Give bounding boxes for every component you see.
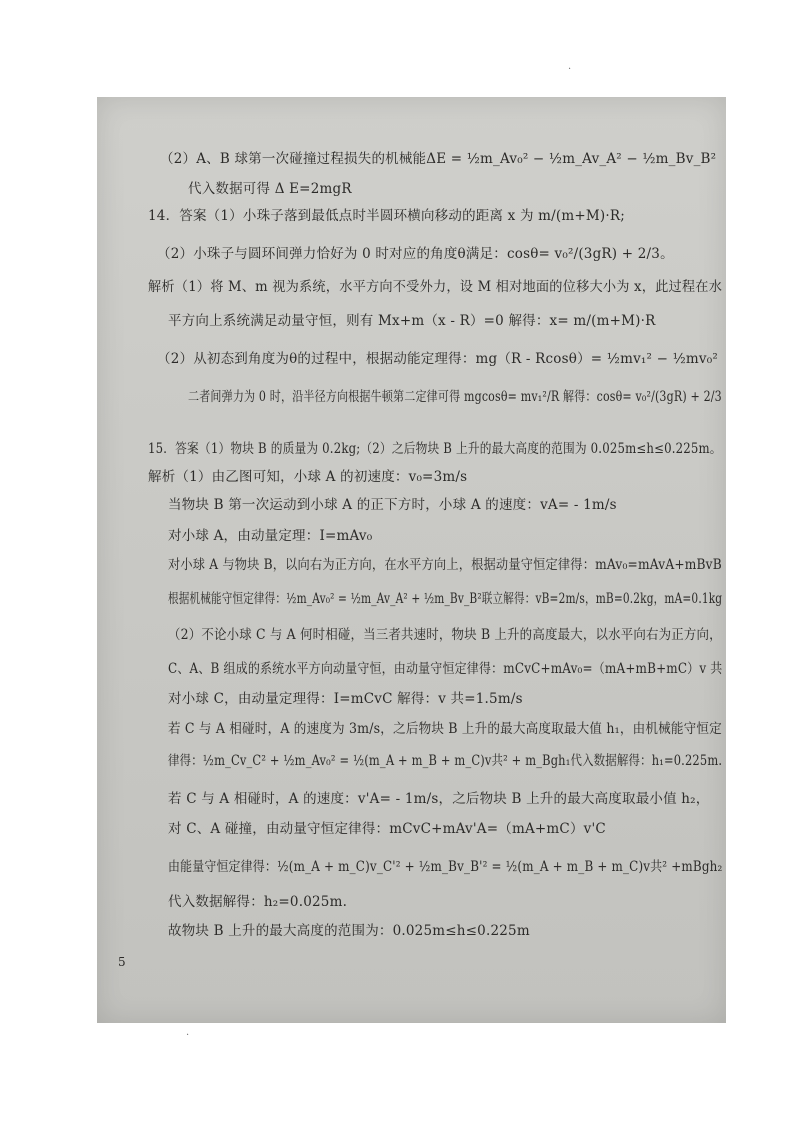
scan-speck: · — [186, 1030, 190, 1041]
text-line: 对小球 A 与物块 B，以向右为正方向，在水平方向上，根据动量守恒定律得：mAv₀=mAvA+mBvB — [168, 557, 722, 573]
text-line: 14．答案（1）小珠子落到最低点时半圆环横向移动的距离 x 为 m/(m+M)·R; — [148, 208, 625, 224]
text-line: （2）小珠子与圆环间弹力恰好为 0 时对应的角度θ满足：cosθ= v₀²/(3gR) + 2/3。 — [157, 246, 674, 262]
text-line: 若 C 与 A 相碰时，A 的速度为 3m/s，之后物块 B 上升的最大高度取最大值 h₁，由机械能守恒定 — [168, 721, 722, 737]
text-line: 根据机械能守恒定律得：½m_Av₀² = ½m_Av_A² + ½m_Bv_B²联立解得：vB=2m/s，mB=0.2kg，mA=0.1kg — [168, 591, 723, 607]
text-line: 由能量守恒定律得：½(m_A + m_C)v_C'² + ½m_Bv_B'² = ½(m_A + m_B + m_C)v共² +mBgh₂ — [168, 859, 723, 875]
text-line: 对小球 A，由动量定理：I=mAv₀ — [168, 528, 373, 544]
text-line: C、A、B 组成的系统水平方向动量守恒，由动量守恒定律得：mCvC+mAv₀=（mA+mB+mC）v 共 — [168, 661, 723, 677]
scan-speck: · — [568, 64, 572, 75]
text-line: 对小球 C，由动量定理得：I=mCvC 解得：v 共=1.5m/s — [168, 691, 523, 707]
text-line: 代入数据可得 Δ E=2mgR — [188, 181, 352, 197]
text-line: 15．答案（1）物块 B 的质量为 0.2kg;（2）之后物块 B 上升的最大高度的范围为 0.025m≤h≤0.225m。 — [148, 441, 722, 457]
text-line: 代入数据解得：h₂=0.025m. — [168, 894, 348, 910]
text-line: 二者间弹力为 0 时，沿半径方向根据牛顿第二定律可得 mgcosθ= mv₁²/R 解得：cosθ= v₀²/(3gR) + 2/3 — [188, 389, 722, 405]
text-line: 解析（1）由乙图可知，小球 A 的初速度：v₀=3m/s — [148, 469, 468, 485]
text-line: （2）不论小球 C 与 A 何时相碰，当三者共速时，物块 B 上升的高度最大，以水平向右为正方向， — [168, 627, 722, 643]
text-line: （2）从初态到角度为θ的过程中，根据动能定理得：mg（R - Rcosθ）= ½mv₁² − ½mv₀² — [157, 351, 718, 367]
text-line: （2）A、B 球第一次碰撞过程损失的机械能ΔE = ½m_Av₀² − ½m_Av_A² − ½m_Bv_B² — [160, 151, 717, 167]
text-line: 故物块 B 上升的最大高度的范围为：0.025m≤h≤0.225m — [168, 923, 530, 939]
text-line: 当物块 B 第一次运动到小球 A 的正下方时，小球 A 的速度：vA= - 1m/s — [168, 497, 617, 513]
text-line: 对 C、A 碰撞，由动量守恒定律得：mCvC+mAv'A=（mA+mC）v'C — [168, 821, 606, 837]
page-number: 5 — [118, 955, 126, 969]
text-line: 解析（1）将 M、m 视为系统，水平方向不受外力，设 M 相对地面的位移大小为 x，此过程在水 — [148, 279, 723, 295]
text-line: 律得：½m_Cv_C² + ½m_Av₀² = ½(m_A + m_B + m_C)v共² + m_Bgh₁代入数据解得：h₁=0.225m. — [168, 753, 723, 769]
text-line: 若 C 与 A 相碰时，A 的速度：v'A= - 1m/s，之后物块 B 上升的最大高度取最小值 h₂， — [168, 791, 710, 807]
text-line: 平方向上系统满足动量守恒，则有 Mx+m（x - R）=0 解得：x= m/(m+M)·R — [168, 313, 656, 329]
